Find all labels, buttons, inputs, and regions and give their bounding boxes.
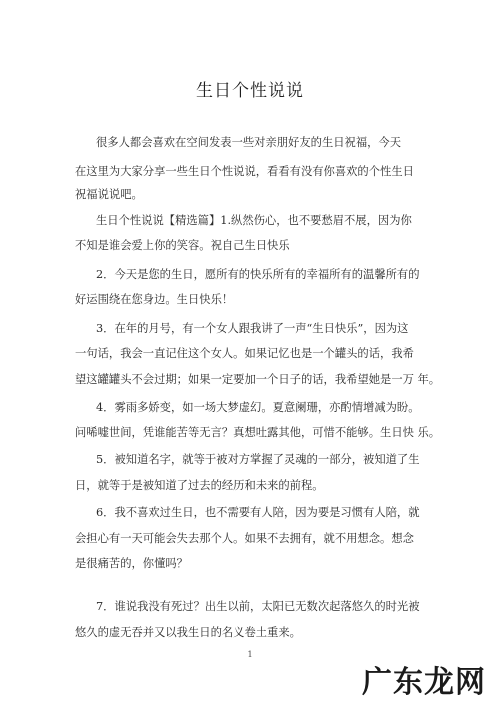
text-line: 6．我不喜欢过生日，也不需要有人陪，因为要是习惯有人陪，就	[96, 506, 420, 519]
text-line: 生日个性说说【精选篇】1.纵然伤心，也不要愁眉不展，因为你	[96, 214, 412, 227]
text-line: 3．在年的月号，有一个女人跟我讲了一声“生日快乐”，因为这	[96, 322, 409, 335]
text-line: 在这里为大家分享一些生日个性说说，看看有没有你喜欢的个性生日	[75, 165, 414, 178]
text-line: 很多人都会喜欢在空间发表一些对亲朋好友的生日祝福，今天	[96, 136, 402, 149]
page-number: 1	[247, 650, 253, 659]
document-title: 生日个性说说	[196, 81, 304, 101]
text-line: 一句话，我会一直记住这个女人。如果记忆也是一个罐头的话，我希	[75, 347, 414, 360]
text-line: 会担心有一天可能会失去那个人。如果不去拥有，就不用想念。想念	[75, 532, 414, 545]
text-line: 7．谁说我没有死过？出生以前，太阳已无数次起落悠久的时光被	[96, 600, 420, 613]
text-line: 日，就等于是被知道了过去的经历和未来的前程。	[75, 479, 324, 492]
text-line: 2．今天是您的生日，愿所有的快乐所有的幸福所有的温馨所有的	[96, 268, 420, 281]
text-line: 望这罐罐头不会过期；如果一定要加一个日子的话，我希望她是一万 年。	[75, 373, 441, 386]
text-line: 不知是谁会爱上你的笑容。祝自己生日快乐	[75, 239, 290, 252]
text-line: 悠久的虚无吞并又以我生日的名义卷土重来。	[75, 626, 301, 639]
text-line: 是很痛苦的，你懂吗？	[75, 557, 188, 570]
text-line: 5．被知道名字，就等于被对方掌握了灵魂的一部分，被知道了生	[96, 453, 420, 466]
watermark-logo: 广东龙网	[362, 665, 486, 700]
text-line: 问唏嘘世间，凭谁能苦等无言？真想吐露其他，可惜不能够。生日快 乐。	[75, 426, 441, 439]
text-line: 4．雾雨多娇变，如一场大梦虚幻。夏意阑珊，亦酌情增减为盼。	[96, 401, 420, 414]
text-line: 祝福说说吧。	[75, 188, 143, 201]
text-line: 好运围绕在您身边。生日快乐！	[75, 293, 234, 306]
